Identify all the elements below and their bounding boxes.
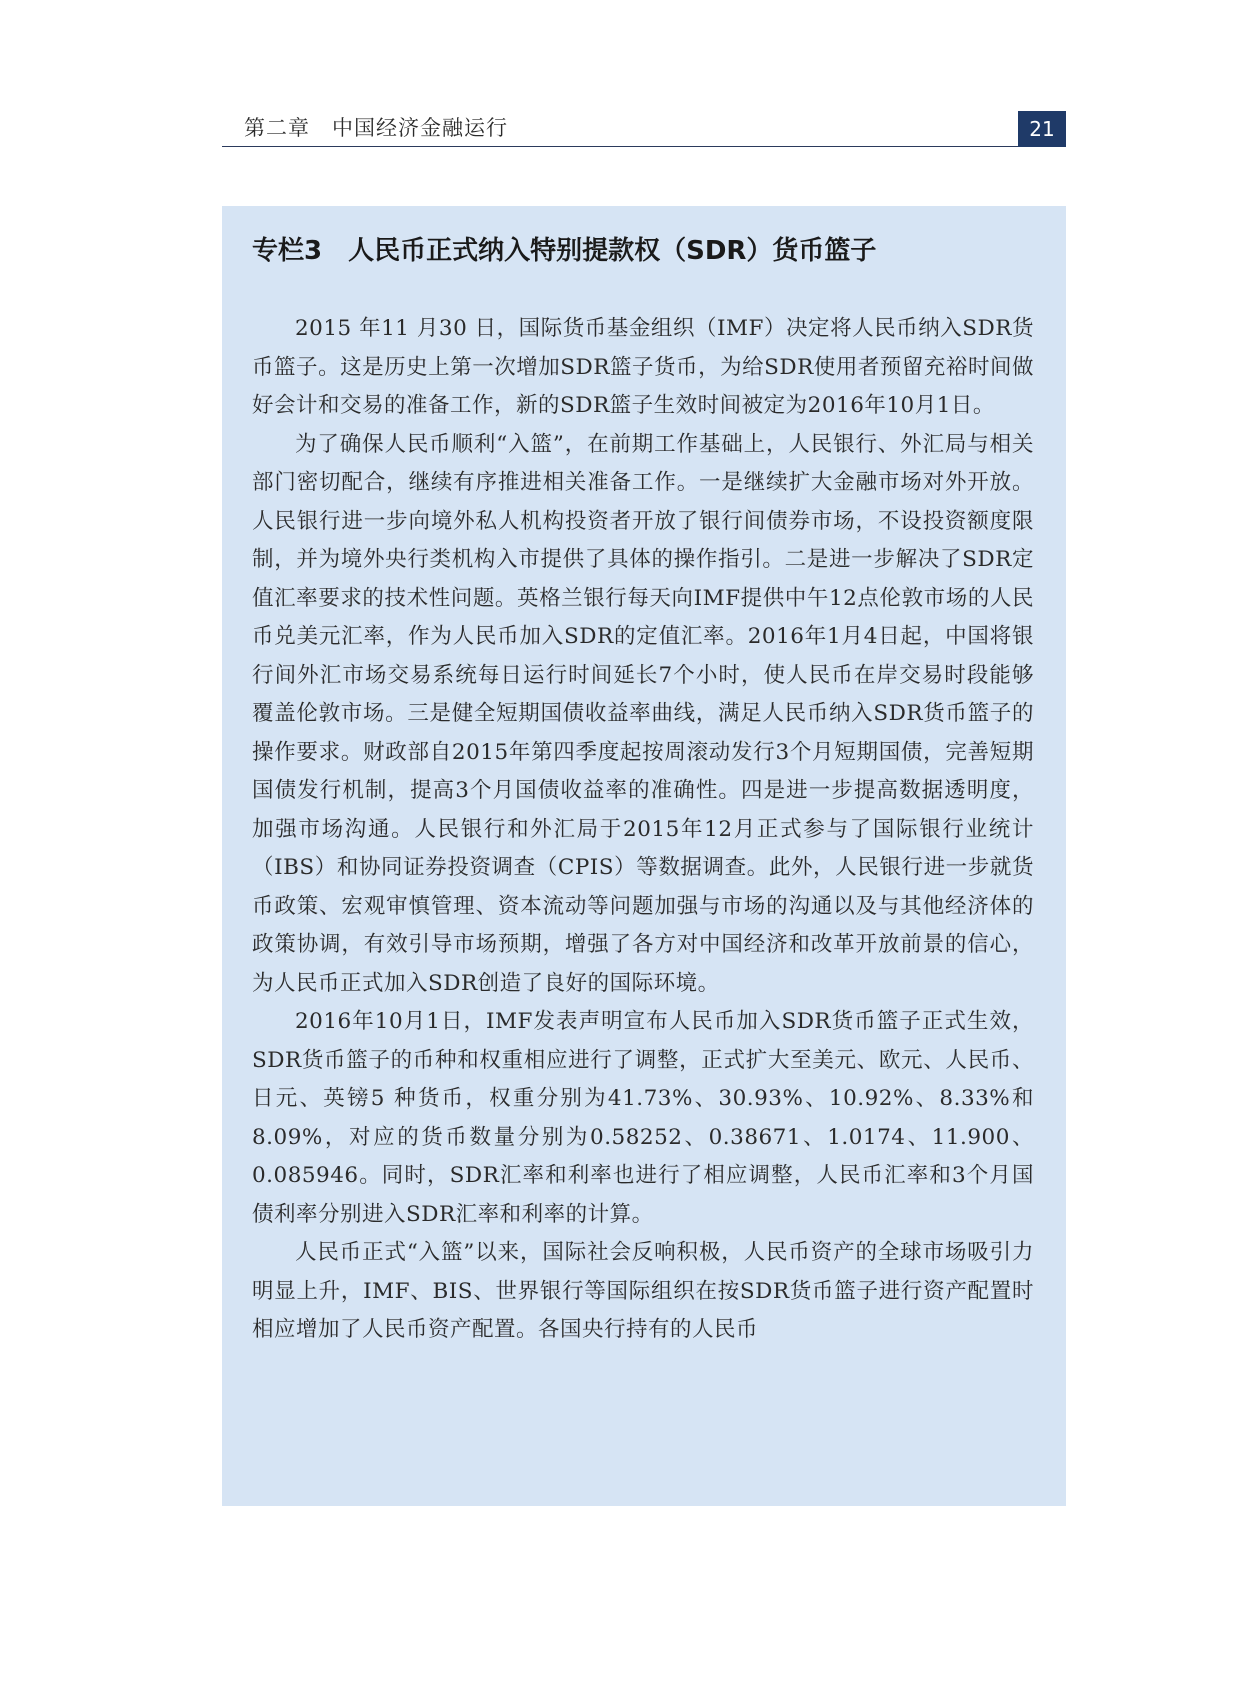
running-header bbox=[222, 108, 1066, 147]
paragraph: 为了确保人民币顺利“入篮”，在前期工作基础上，人民银行、外汇局与相关部门密切配合，继续有序推进相关准备工作。一是继续扩大金融市场对外开放。人民银行进一步向境外私人机构投资者开放了银行间债券市场，不设投资额度限制，并为境外央行类机构入市提供了具体的操作指引。二是进一步解决了SDR定值汇率要求的技术性问题。英格兰银行每天向IMF提供中午12点伦敦市场的人民币兑美元汇率，作为人民币加入SDR的定值汇率。2016年1月4日起，中国将银行间外汇市场交易系统每日运行时间延长7个小时，使人民币在岸交易时段能够覆盖伦敦市场。三是健全短期国债收益率曲线，满足人民币纳入SDR货币篮子的操作要求。财政部自2015年第四季度起按周滚动发行3个月短期国债，完善短期国债发行机制，提高3个月国债收益率的准确性。四是进一步提高数据透明度，加强市场沟通。人民银行和外汇局于2015年12月正式参与了国际银行业统计（IBS）和协同证券投资调查（CPIS）等数据调查。此外，人民银行进一步就货币政策、宏观审慎管理、资本流动等问题加强与市场的沟通以及与其他经济体的政策协调，有效引导市场预期，增强了各方对中国经济和改革开放前景的信心，为人民币正式加入SDR创造了良好的国际环境。 bbox=[252, 431, 1034, 996]
box-title: 专栏3 人民币正式纳入特别提款权（SDR）货币篮子 bbox=[252, 236, 877, 266]
sidebar-box bbox=[222, 206, 1066, 1506]
box-body bbox=[252, 310, 1034, 1350]
paragraph: 人民币正式“入篮”以来，国际社会反响积极，人民币资产的全球市场吸引力明显上升，IMF、BIS、世界银行等国际组织在按SDR货币篮子进行资产配置时相应增加了人民币资产配置。各国央行持有的人民币 bbox=[252, 1240, 1034, 1342]
page-number-badge: 21 bbox=[1018, 111, 1066, 147]
paragraph: 2016年10月1日，IMF发表声明宣布人民币加入SDR货币篮子正式生效，SDR货币篮子的币种和权重相应进行了调整，正式扩大至美元、欧元、人民币、日元、英镑5 种货币，权重分别为41.73%、30.93%、10.92%、8.33%和8.09%，对应的货币数量分别为0.58252、0.38671、1.0174、11.900、0.085946。同时，SDR汇率和利率也进行了相应调整，人民币汇率和3个月国债利率分别进入SDR汇率和利率的计算。 bbox=[252, 1009, 1034, 1227]
paragraph: 2015 年11 月30 日，国际货币基金组织（IMF）决定将人民币纳入SDR货币篮子。这是历史上第一次增加SDR篮子货币，为给SDR使用者预留充裕时间做好会计和交易的准备工作，新的SDR篮子生效时间被定为2016年10月1日。 bbox=[252, 316, 1034, 418]
chapter-title: 第二章 中国经济金融运行 bbox=[244, 116, 508, 140]
